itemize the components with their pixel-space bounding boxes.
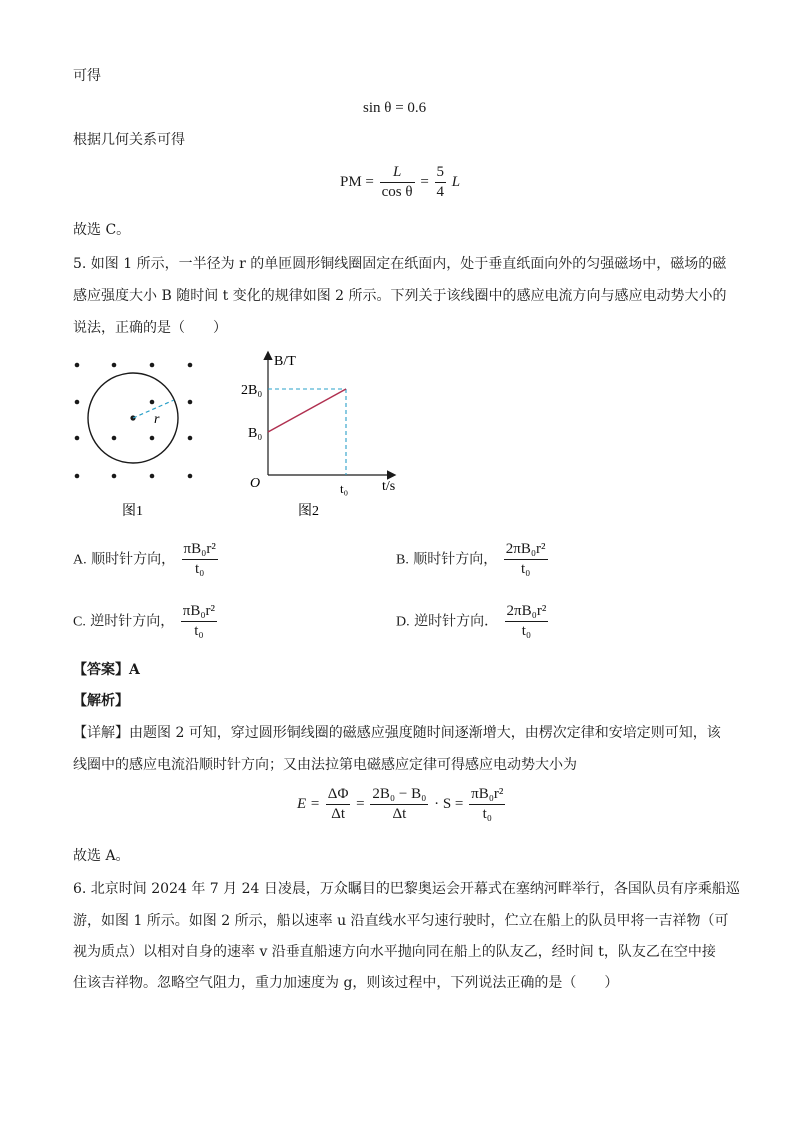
eq3-f3-num: πB₀r² [469,786,505,805]
eq2-lhs: PM = [340,173,374,190]
option-d-fraction [505,603,549,640]
option-b-direction: 顺时针方向， [413,551,498,568]
option-d-den: t₀ [521,623,532,639]
origin-label: O [250,476,261,491]
eq3-mid: · S = [434,795,464,812]
q5-stem-line-1: 5. 如图 1 所示，一半径为 r 的单匝圆形铜线圈固定在纸面内，处于垂直纸面向外的匀强磁场中，磁场的磁 [73,256,727,272]
q6-stem-line-3: 视为质点）以相对自身的速率 v 沿垂直船速方向水平抛向同在船上的队友乙，经时间 t，队友乙在空中接 [73,944,716,960]
eq3-fraction-1 [326,786,351,823]
option-c-letter: C. [73,614,86,630]
option-c-direction: 逆时针方向， [90,613,175,630]
eq3-equals: = [356,795,365,812]
eq3-f1-num: ΔΦ [326,786,351,805]
equation-pm [340,164,460,201]
option-a-num: πB₀r² [182,541,218,560]
equation-emf [297,786,507,823]
option-d-num: 2πB₀r² [505,603,549,622]
option-b-num: 2πB₀r² [504,541,548,560]
q6-stem-line-4: 住该吉祥物。忽略空气阻力，重力加速度为 g，则该过程中，下列说法正确的是（ ） [73,975,619,991]
y-axis-label: B/T [274,354,296,369]
prev-conclusion: 故选 C。 [73,222,131,238]
option-a-letter: A. [73,552,87,568]
detail-line-1: 【详解】由题图 2 可知，穿过圆形铜线圈的磁感应强度随时间逐渐增大，由楞次定律和安培定则可知，该 [73,725,721,741]
figure-2-caption: 图2 [298,504,319,519]
eq3-f1-den: Δt [331,806,346,822]
eq3-f2-den: Δt [392,806,407,822]
x-axis-label: t/s [382,479,396,494]
eq2-frac2-den: 4 [436,184,445,200]
option-b-letter: B. [396,552,409,568]
eq2-frac1-num: L [380,164,415,183]
eq3-fraction-2 [370,786,428,823]
option-b-fraction [504,541,548,578]
q6-stem-line-2: 游，如图 1 所示。如图 2 所示，船以速率 u 沿直线水平匀速行驶时，伫立在船上的队员甲将一吉祥物（可 [73,913,729,929]
eq3-lhs: E = [297,795,321,812]
eq2-tail: L [451,173,461,190]
q6-stem-line-1: 6. 北京时间 2024 年 7 月 24 日凌晨，万众瞩目的巴黎奥运会开幕式在塞纳河畔举行，各国队员有序乘船巡 [73,881,740,897]
option-c-num: πB₀r² [181,603,217,622]
figure-1-caption: 图1 [122,504,143,519]
q5-stem-line-3: 说法，正确的是（ ） [73,320,227,336]
tick-t0: t₀ [340,481,349,496]
equation-sin-theta: sin θ = 0.6 [363,100,427,116]
eq3-fraction-3 [469,786,505,823]
detail-line-2: 线圈中的感应电流沿顺时针方向；又由法拉第电磁感应定律可得感应电动势大小为 [73,757,577,773]
analysis-tag: 【解析】 [73,693,129,709]
intro-text-1: 可得 [73,68,101,84]
option-a-direction: 顺时针方向， [91,551,176,568]
tick-2b0: 2B₀ [241,383,263,398]
q5-stem-line-2: 感应强度大小 B 随时间 t 变化的规律如图 2 所示。下列关于该线圈中的感应电流方向与感应电动势大小的 [73,288,727,304]
tick-b0: B₀ [248,426,263,441]
option-a-den: t₀ [194,561,205,577]
option-d[interactable] [396,603,550,640]
eq2-fraction-2 [435,164,447,201]
option-d-direction: 逆时针方向． [414,613,499,630]
option-c-den: t₀ [194,623,204,639]
eq2-equals: = [420,173,429,190]
q5-conclusion: 故选 A。 [73,848,130,864]
option-a[interactable] [73,541,220,578]
eq3-f3-den: t₀ [482,806,492,822]
option-c[interactable] [73,603,219,640]
option-c-fraction [181,603,217,640]
figure-1-magnetic-field [60,350,210,530]
option-a-fraction [182,541,218,578]
figure-2-b-t-graph [232,345,412,530]
eq2-fraction-1 [380,164,415,201]
intro-text-2: 根据几何关系可得 [73,132,185,148]
answer-tag: 【答案】A [73,662,140,678]
radius-label: r [154,412,160,427]
option-d-letter: D. [396,614,410,630]
option-b-den: t₀ [520,561,531,577]
eq2-frac2-num: 5 [435,164,447,183]
eq3-f2-num: 2B₀ − B₀ [370,786,428,805]
b-t-line [268,389,346,432]
option-b[interactable] [396,541,550,578]
eq2-frac1-den: cos θ [381,184,413,200]
